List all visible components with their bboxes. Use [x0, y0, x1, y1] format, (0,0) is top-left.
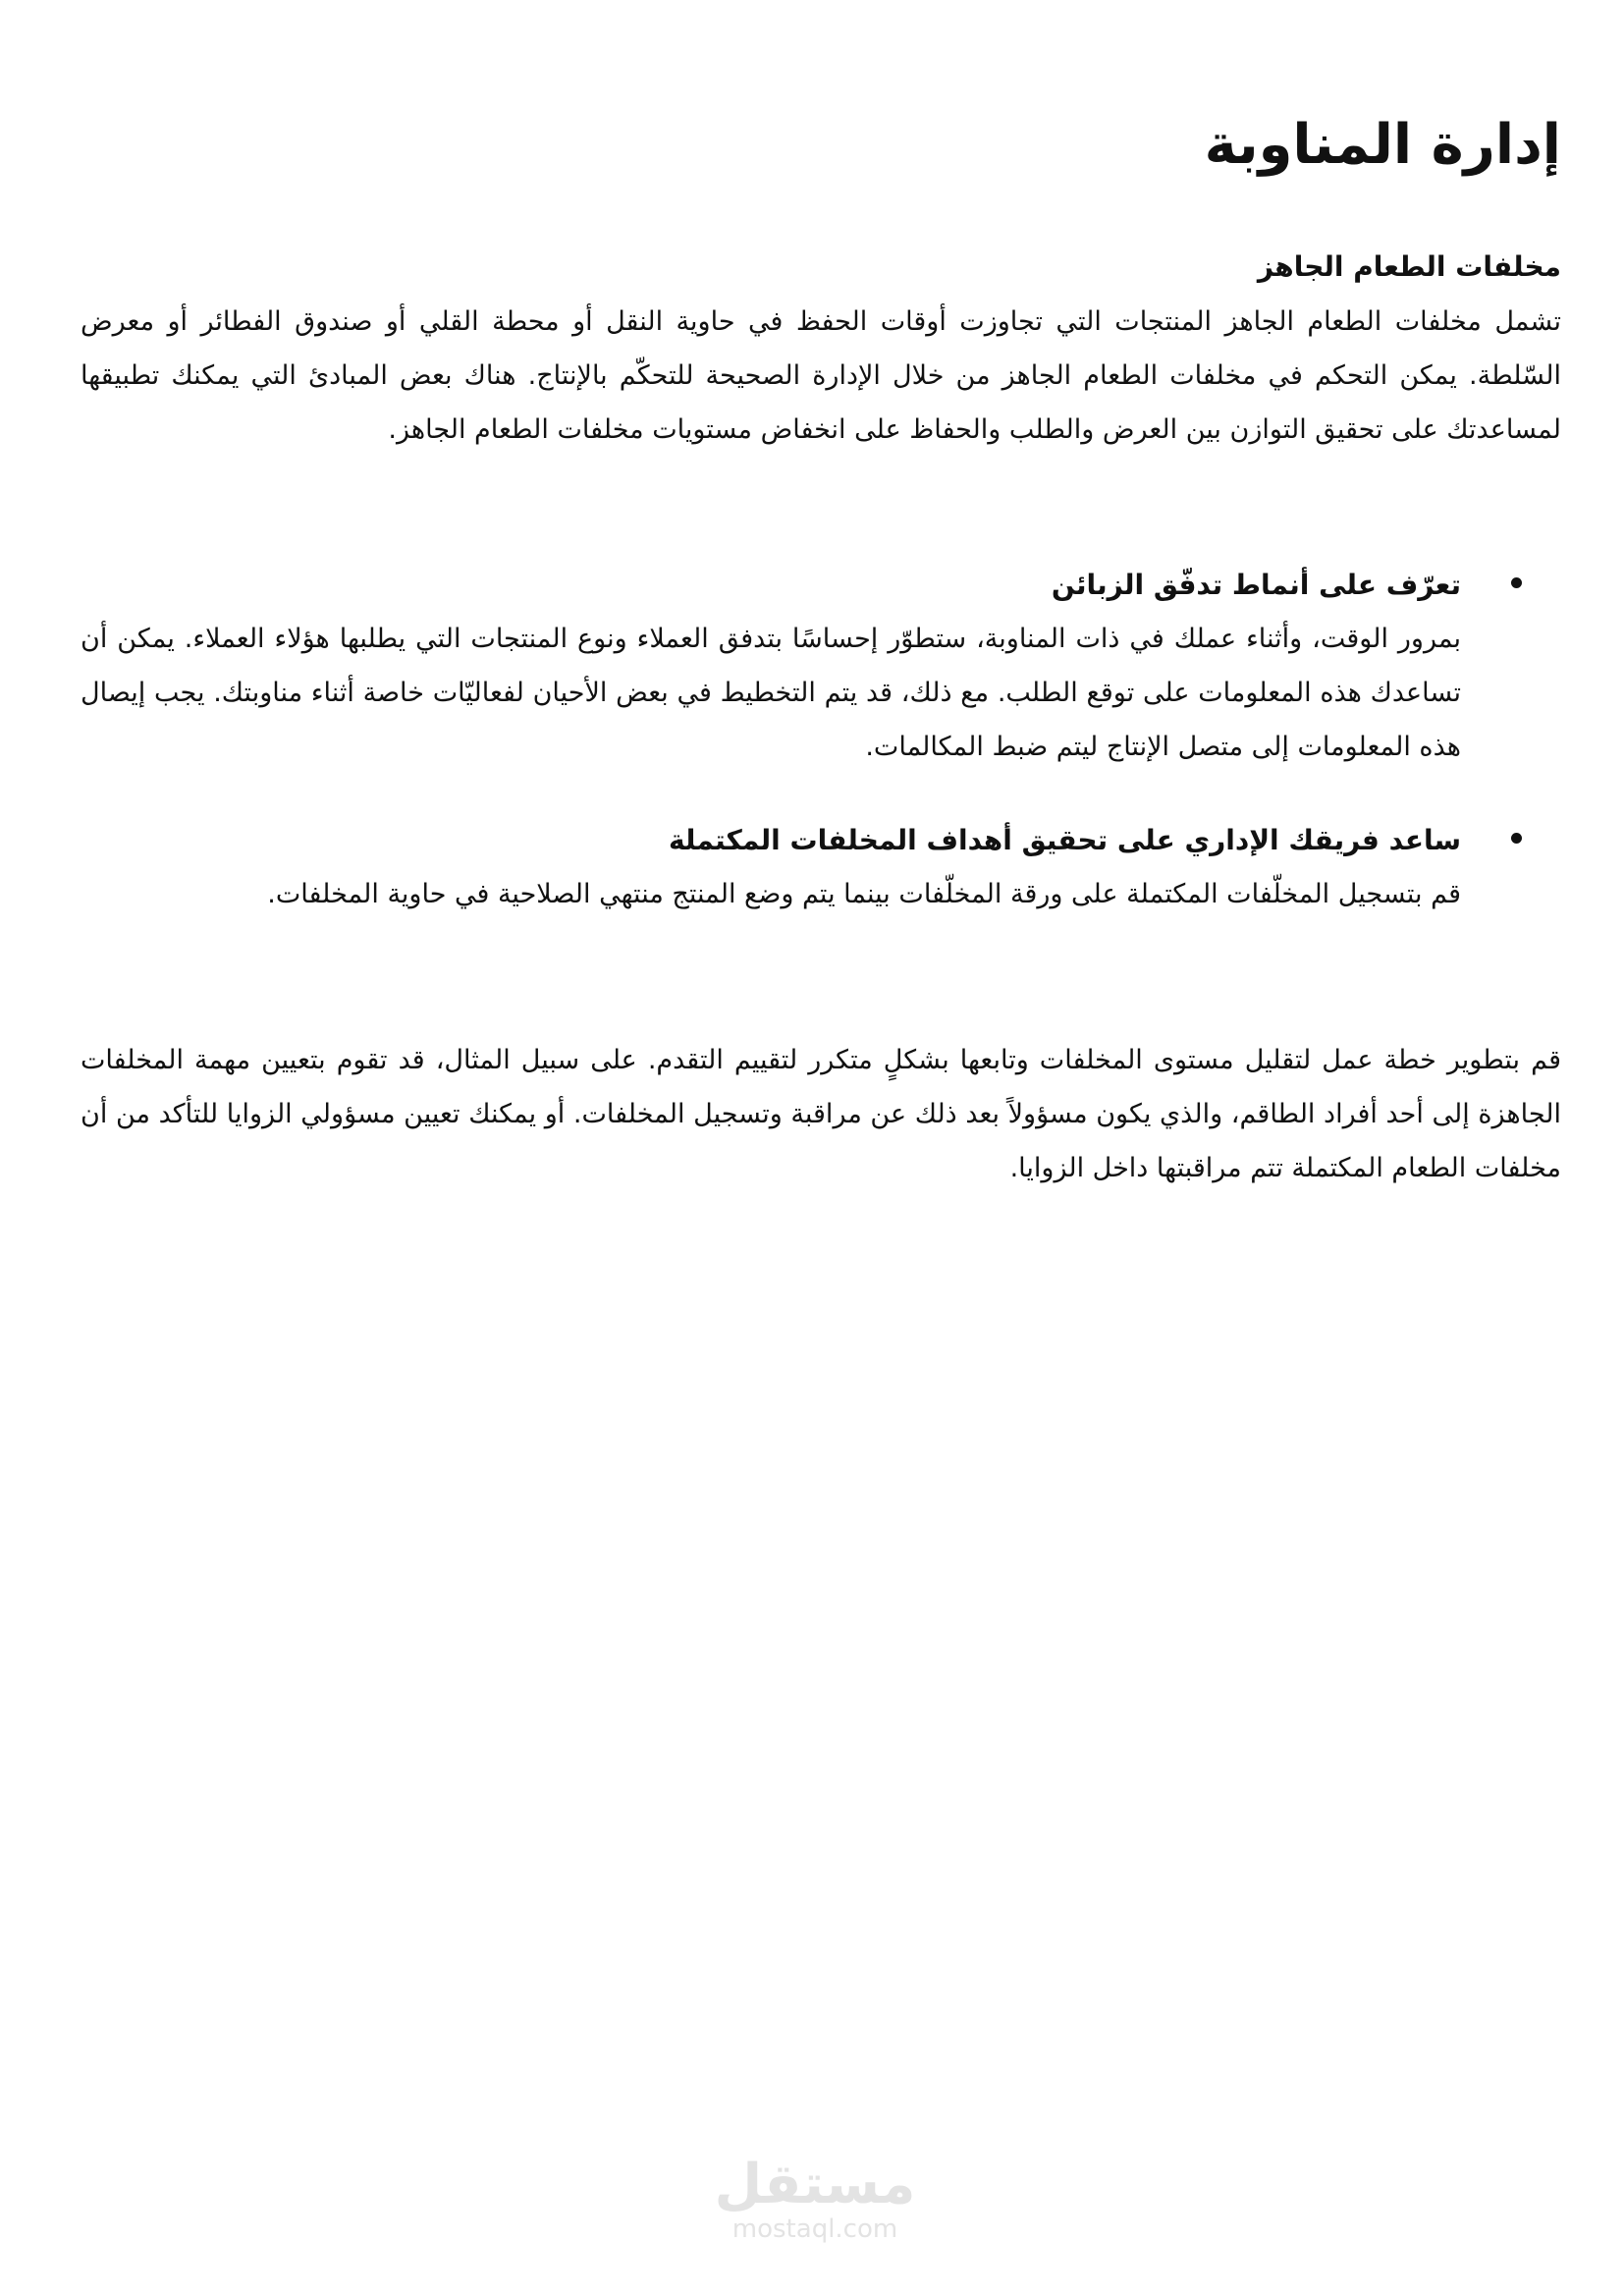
watermark-arabic: مستقل: [714, 2153, 916, 2216]
bullet-text: بمرور الوقت، وأثناء عملك في ذات المناوبة، ستطوّر إحساسًا بتدفق العملاء ونوع المنتجات التي يطلبها هؤلاء العملاء. يمكن أن تساعدك هذه المعلومات على توقع الطلب. مع ذلك، قد يتم التخطيط في بعض الأحيان لفعاليّات خاصة أثناء مناوبتك. يجب إيصال هذه المعلومات إلى متصل الإنتاج ليتم ضبط المكالمات.: [81, 624, 1461, 762]
watermark-logo: [699, 2153, 931, 2244]
bullet-heading: ساعد فريقك الإداري على تحقيق أهداف المخلفات المكتملة: [668, 824, 1461, 856]
bullet-list: [81, 558, 1561, 960]
closing-paragraph: قم بتطوير خطة عمل لتقليل مستوى المخلفات وتابعها بشكلٍ متكرر لتقييم التقدم. على سبيل المثال، قد تقوم بتعيين مهمة المخلفات الجاهزة إلى أحد أفراد الطاقم، والذي يكون مسؤولاً بعد ذلك عن مراقبة وتسجيل المخلفات. أو يمكنك تعيين مسؤولي الزوايا للتأكد من أن مخلفات الطعام المكتملة تتم مراقبتها داخل الزوايا.: [81, 1045, 1561, 1183]
watermark-latin: mostaql.com: [731, 2214, 898, 2244]
bullet-item: [81, 558, 1561, 774]
page-title: إدارة المناوبة: [1204, 113, 1561, 177]
bullet-text: قم بتسجيل المخلّفات المكتملة على ورقة المخلّفات بينما يتم وضع المنتج منتهي الصلاحية في حاوية المخلفات.: [267, 879, 1461, 909]
bullet-icon: [1511, 833, 1522, 844]
bullet-icon: [1511, 577, 1522, 588]
bullet-item: [81, 813, 1561, 921]
intro-paragraph: تشمل مخلفات الطعام الجاهز المنتجات التي تجاوزت أوقات الحفظ في حاوية النقل أو محطة القلي أو صندوق الفطائر أو معرض السّلطة. يمكن التحكم في مخلفات الطعام الجاهز من خلال الإدارة الصحيحة للتحكّم بالإنتاج. هناك بعض المبادئ التي يمكنك تطبيقها لمساعدتك على تحقيق التوازن بين العرض والطلب والحفاظ على انخفاض مستويات مخلفات الطعام الجاهز.: [81, 306, 1561, 445]
bullet-heading: تعرّف على أنماط تدفّق الزبائن: [1051, 569, 1461, 601]
section-heading: مخلفات الطعام الجاهز: [1257, 250, 1561, 283]
